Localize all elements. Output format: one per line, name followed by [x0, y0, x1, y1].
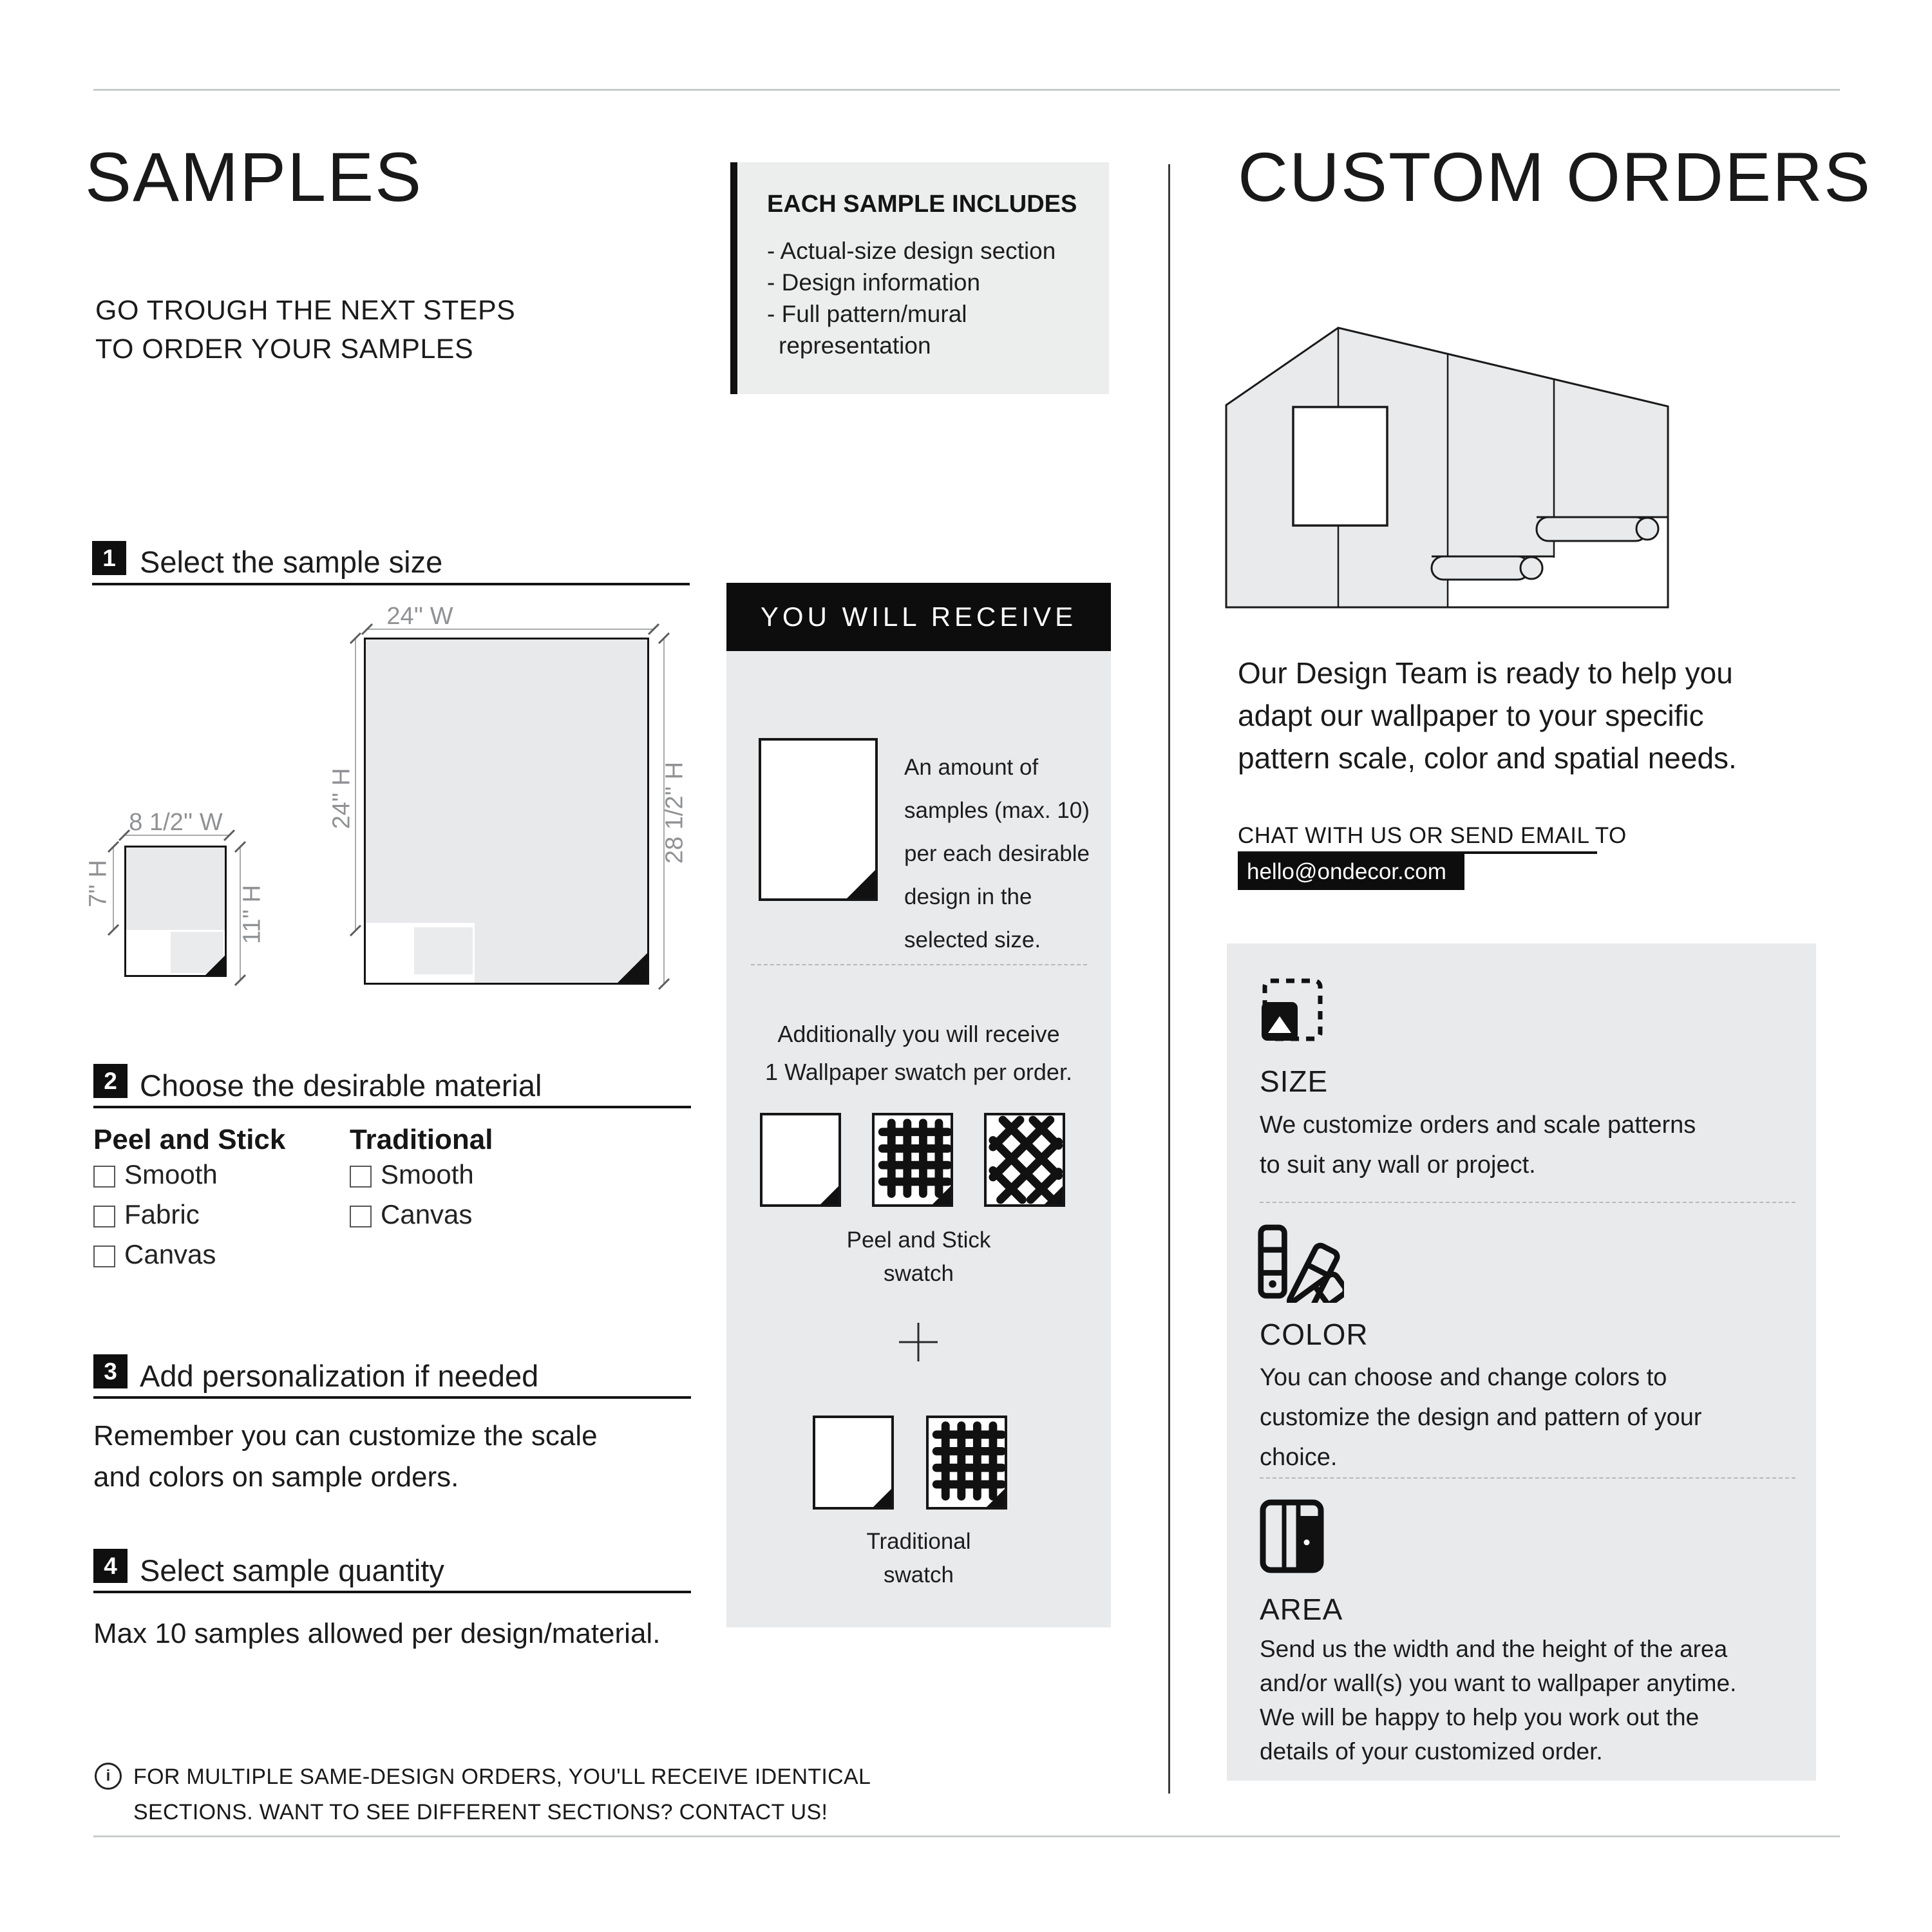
large-height-left-label: 24'' H — [328, 768, 355, 829]
step4-number: 4 — [104, 1552, 117, 1579]
receive-desc-line2: samples (max. 10) — [904, 798, 1090, 823]
fold-corner-icon — [987, 1489, 1005, 1507]
receive-dashed-separator — [751, 964, 1087, 965]
each-sample-includes-box — [730, 162, 1109, 394]
fold-corner-icon — [820, 1186, 838, 1204]
includes-item-3b: representation — [779, 332, 931, 359]
step3-label: Add personalization if needed — [140, 1359, 539, 1393]
peel-swatch-caption — [726, 1224, 1111, 1291]
fold-corner-icon — [1045, 1186, 1063, 1204]
step3-note-line2: and colors on sample orders. — [93, 1461, 459, 1493]
small-width-label: 8 1/2'' W — [129, 809, 223, 836]
footnote-line1: FOR MULTIPLE SAME-DESIGN ORDERS, YOU'LL RECEIVE IDENTICAL — [133, 1765, 871, 1789]
chat-label: CHAT WITH US OR SEND EMAIL TO — [1238, 823, 1627, 848]
area-line2: and/or wall(s) you want to wallpaper anytime. — [1260, 1670, 1737, 1696]
peel-column-title: Peel and Stick — [93, 1124, 286, 1155]
area-line4: details of your customized order. — [1260, 1738, 1603, 1765]
peel-option-fabric: Fabric — [124, 1199, 200, 1229]
area-line1: Send us the width and the height of the area — [1260, 1636, 1728, 1662]
traditional-option-canvas: Canvas — [381, 1199, 473, 1229]
color-line1: You can choose and change colors to — [1260, 1364, 1667, 1391]
size-line1: We customize orders and scale patterns — [1260, 1112, 1696, 1139]
feature-size-text — [1260, 1105, 1696, 1185]
checkbox-peel-smooth[interactable] — [93, 1166, 115, 1188]
includes-title: EACH SAMPLE INCLUDES — [767, 191, 1077, 218]
small-height-left-label: 7'' H — [84, 860, 112, 907]
small-sample-fold-corner-icon — [205, 956, 225, 975]
grid-swatch-icon-traditional — [926, 1416, 1007, 1510]
receive-desc-line5: selected size. — [904, 927, 1041, 952]
column-divider — [1168, 164, 1170, 1794]
crop-size-icon — [1260, 978, 1324, 1042]
traditional-caption-line2: swatch — [884, 1562, 954, 1587]
house-wallpaper-illustration — [1222, 319, 1673, 612]
includes-item-2: - Design information — [767, 269, 981, 296]
additional-note — [726, 1015, 1111, 1091]
wall-panels-icon — [1260, 1499, 1324, 1573]
includes-item-3: - Full pattern/mural — [767, 301, 967, 327]
feature-color-text — [1260, 1358, 1702, 1477]
sample-page-fold-corner-icon — [847, 870, 875, 898]
step3-note — [93, 1416, 598, 1498]
plain-swatch-icon — [760, 1113, 841, 1207]
large-sample-fold-corner-icon — [618, 953, 647, 983]
fold-corner-icon — [933, 1186, 951, 1204]
additional-line1: Additionally you will receive — [777, 1021, 1060, 1047]
step2-underline — [93, 1106, 691, 1108]
step1-badge — [92, 541, 126, 575]
size-line2: to suit any wall or project. — [1260, 1151, 1536, 1179]
step1-underline — [92, 583, 690, 585]
sample-page-icon — [759, 738, 878, 901]
small-height-right-label: 11'' H — [238, 885, 266, 944]
area-line3: We will be happy to help you work out the — [1260, 1704, 1700, 1730]
additional-line2: 1 Wallpaper swatch per order. — [765, 1059, 1072, 1085]
custom-desc-line1: Our Design Team is ready to help you — [1238, 656, 1733, 690]
receive-desc-line3: per each desirable — [904, 841, 1090, 866]
features-separator-1 — [1260, 1202, 1795, 1203]
traditional-option-smooth: Smooth — [381, 1159, 474, 1189]
color-line3: choice. — [1260, 1444, 1338, 1471]
email-address[interactable]: hello@ondecor.com — [1238, 854, 1464, 890]
checkbox-peel-fabric[interactable] — [93, 1206, 115, 1227]
step4-underline — [93, 1591, 691, 1593]
step4-badge — [93, 1549, 128, 1583]
custom-desc-line3: pattern scale, color and spatial needs. — [1238, 741, 1737, 775]
feature-area-text — [1260, 1632, 1736, 1768]
traditional-caption-line1: Traditional — [866, 1529, 971, 1554]
samples-title: SAMPLES — [85, 138, 423, 216]
bottom-rule — [93, 1835, 1840, 1837]
step1-number: 1 — [102, 544, 116, 571]
color-line2: customize the design and pattern of your — [1260, 1404, 1702, 1431]
step4-label: Select sample quantity — [140, 1553, 444, 1587]
footnote — [133, 1759, 871, 1830]
plus-icon — [898, 1321, 939, 1363]
checkbox-peel-canvas[interactable] — [93, 1245, 115, 1267]
fold-corner-icon — [873, 1489, 891, 1507]
info-icon-glyph: i — [106, 1767, 111, 1785]
large-width-label: 24'' W — [386, 603, 453, 630]
traditional-column-title: Traditional — [350, 1124, 493, 1155]
custom-orders-title: CUSTOM ORDERS — [1238, 138, 1872, 216]
step3-note-line1: Remember you can customize the scale — [93, 1420, 598, 1452]
includes-item-1: - Actual-size design section — [767, 238, 1056, 264]
top-rule — [93, 89, 1840, 91]
info-icon — [95, 1763, 122, 1790]
receive-description — [904, 746, 1090, 961]
feature-area-title: AREA — [1260, 1593, 1343, 1626]
samples-intro — [95, 291, 515, 368]
checkbox-traditional-canvas[interactable] — [350, 1206, 372, 1227]
step1-label: Select the sample size — [140, 545, 443, 579]
feature-size-title: SIZE — [1260, 1065, 1329, 1098]
peel-caption-line1: Peel and Stick — [846, 1227, 991, 1253]
large-sample-thumb — [414, 927, 473, 974]
color-swatch-pencil-icon — [1257, 1222, 1344, 1303]
footnote-line2: SECTIONS. WANT TO SEE DIFFERENT SECTIONS? CONTACT US! — [133, 1800, 828, 1824]
step4-note: Max 10 samples allowed per design/material. — [93, 1618, 661, 1649]
features-separator-2 — [1260, 1477, 1795, 1479]
step3-underline — [93, 1396, 691, 1399]
samples-intro-line1: GO TROUGH THE NEXT STEPS — [95, 295, 516, 326]
peel-option-canvas: Canvas — [124, 1239, 216, 1269]
traditional-swatch-caption — [726, 1525, 1111, 1592]
peel-option-smooth: Smooth — [124, 1159, 218, 1189]
custom-desc-line2: adapt our wallpaper to your specific — [1238, 699, 1704, 732]
step2-badge — [93, 1064, 128, 1098]
step2-number: 2 — [104, 1067, 117, 1094]
step3-badge — [93, 1354, 128, 1388]
large-height-right-label: 28 1/2'' H — [661, 761, 688, 864]
checkbox-traditional-smooth[interactable] — [350, 1166, 372, 1188]
large-sample-diagram — [364, 638, 649, 985]
receive-desc-line4: design in the — [904, 884, 1032, 909]
crosshatch-swatch-icon — [984, 1113, 1065, 1207]
feature-color-title: COLOR — [1260, 1318, 1368, 1351]
peel-caption-line2: swatch — [884, 1261, 954, 1286]
small-sample-diagram — [124, 846, 227, 977]
plain-swatch-icon-traditional — [813, 1416, 894, 1510]
grid-swatch-icon — [872, 1113, 953, 1207]
samples-intro-line2: TO ORDER YOUR SAMPLES — [95, 334, 474, 365]
custom-description — [1238, 652, 1737, 779]
you-will-receive-banner: YOU WILL RECEIVE — [726, 583, 1111, 651]
step3-number: 3 — [104, 1358, 117, 1385]
receive-desc-line1: An amount of — [904, 755, 1039, 780]
step2-label: Choose the desirable material — [140, 1068, 542, 1103]
